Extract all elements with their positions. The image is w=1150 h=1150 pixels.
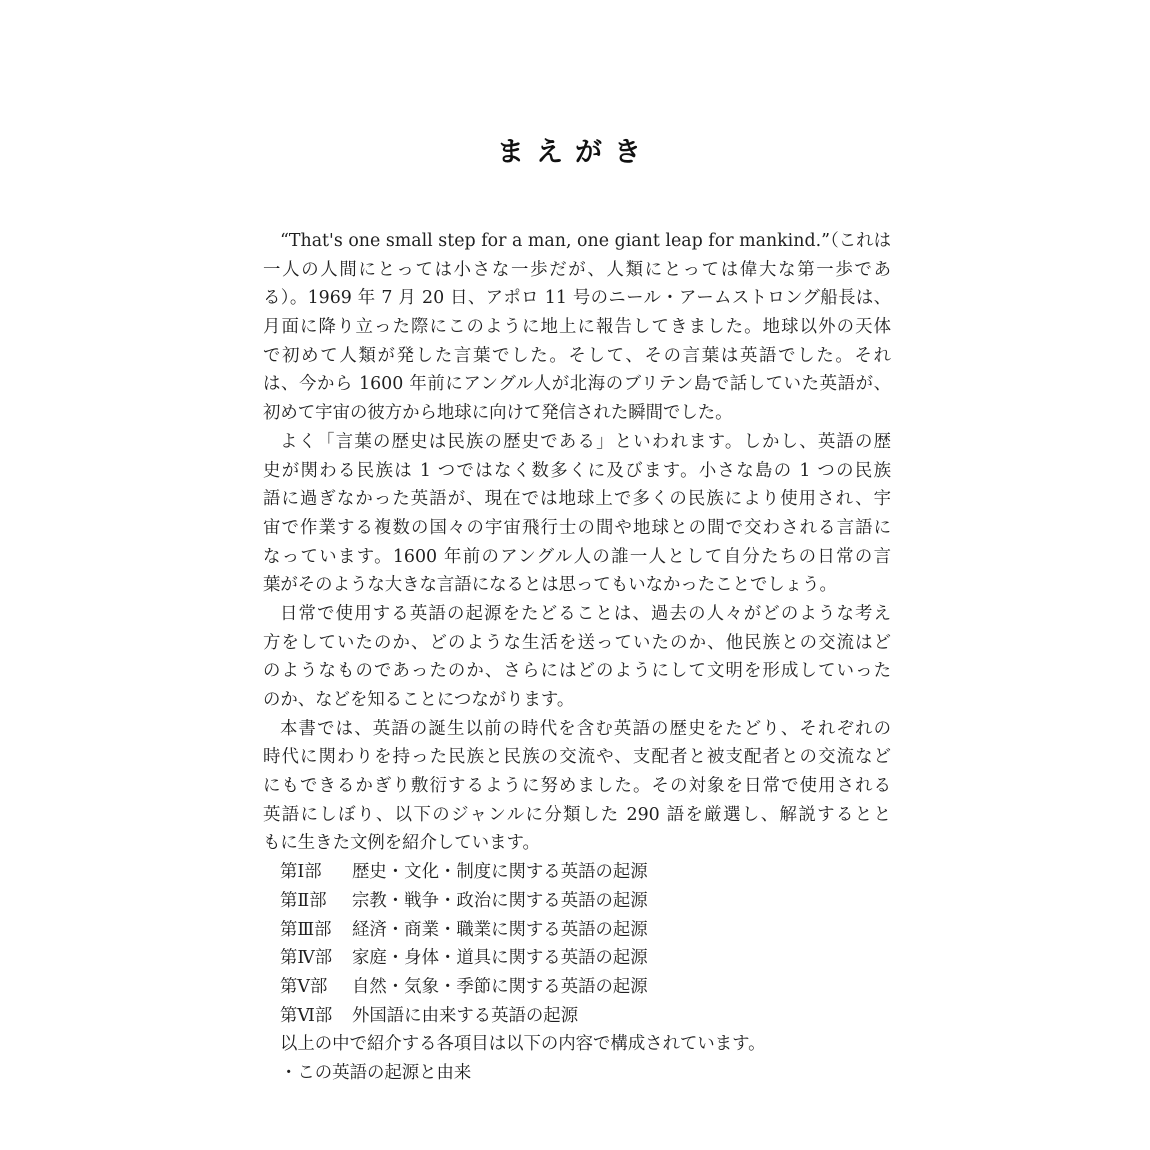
text-line: る）。1969 年 7 月 20 日、アポロ 11 号のニール・アームストロング船長は、 (263, 288, 891, 309)
paragraph-1 (263, 227, 891, 428)
text-line: 葉がそのような大きな言語になるとは思ってもいなかったことでしょう。 (263, 575, 837, 596)
text-line: 史が関わる民族は 1 つではなく数多くに及びます。小さな島の 1 つの民族 (263, 460, 891, 481)
text-line: 宙で作業する複数の国々の宇宙飛行士の間や地球との間で交わされる言語に (263, 517, 891, 538)
part-label: 自然・気象・季節に関する英語の起源 (352, 976, 648, 997)
list-item (263, 1002, 891, 1031)
text-line: は、今から 1600 年前にアングル人が北海のブリテン島で話していた英語が、 (263, 374, 891, 395)
text-line: もに生きた文例を紹介しています。 (263, 833, 540, 854)
list-item (263, 916, 891, 945)
part-number: 第Ⅲ部 (280, 919, 332, 940)
text-line: 月面に降り立った際にこのように地上に報告してきました。地球以外の天体 (263, 317, 891, 338)
text-line: 初めて宇宙の彼方から地球に向けて発信された瞬間でした。 (263, 403, 733, 424)
text-line: 日常で使用する英語の起源をたどることは、過去の人々がどのような考え (280, 603, 891, 624)
text-line: で初めて人類が発した言葉でした。そして、その言葉は英語でした。それ (263, 345, 891, 366)
part-number: 第Ⅱ部 (280, 890, 327, 911)
text-line: のか、などを知ることにつながります。 (263, 690, 575, 710)
part-label: 家庭・身体・道具に関する英語の起源 (352, 948, 648, 969)
page-title: まえがき (497, 137, 653, 168)
text-line: “That's one small step for a man, one giant leap for mankind.”（これは (280, 231, 891, 251)
part-number: 第Ⅰ部 (280, 862, 322, 883)
bullet-item: ・この英語の起源と由来 (280, 1062, 472, 1083)
text-line: よく「言葉の歴史は民族の歴史である」といわれます。しかし、英語の歴 (280, 431, 891, 452)
text-line: 語に過ぎなかった英語が、現在では地球上で多くの民族により使用され、宇 (263, 489, 891, 510)
part-number: 第Ⅵ部 (280, 1005, 333, 1026)
part-label: 経済・商業・職業に関する英語の起源 (352, 919, 648, 940)
text-line: のようなものであったのか、さらにはどのようにして文明を形成していった (263, 661, 891, 682)
text-line: 時代に関わりを持った民族と民族の交流や、支配者と被支配者との交流など (263, 747, 891, 768)
paragraph-2 (263, 428, 891, 600)
paragraph-3 (263, 600, 891, 715)
parts-list (263, 858, 891, 1030)
list-item (263, 887, 891, 916)
text-line: 方をしていたのか、どのような生活を送っていたのか、他民族との交流はど (263, 632, 891, 653)
text-line: 本書では、英語の誕生以前の時代を含む英語の歴史をたどり、それぞれの (280, 718, 891, 739)
list-item (263, 858, 891, 887)
paragraph-4 (263, 715, 891, 858)
preface-body (263, 227, 891, 1088)
closing-sentence: 以上の中で紹介する各項目は以下の内容で構成されています。 (280, 1034, 766, 1055)
part-label: 歴史・文化・制度に関する英語の起源 (352, 862, 648, 883)
part-label: 宗教・戦争・政治に関する英語の起源 (352, 890, 648, 911)
part-label: 外国語に由来する英語の起源 (352, 1005, 579, 1026)
part-number: 第Ⅳ部 (280, 948, 333, 969)
list-item (263, 973, 891, 1002)
list-item (263, 944, 891, 973)
text-line: 一人の人間にとっては小さな一歩だが、人類にとっては偉大な第一歩であ (263, 259, 891, 280)
text-line: なっています。1600 年前のアングル人の誰一人として自分たちの日常の言 (263, 546, 891, 567)
text-line: にもできるかぎり敷衍するように努めました。その対象を日常で使用される (263, 776, 891, 797)
text-line: 英語にしぼり、以下のジャンルに分類した 290 語を厳選し、解説するとと (263, 804, 891, 825)
part-number: 第Ⅴ部 (280, 976, 328, 997)
